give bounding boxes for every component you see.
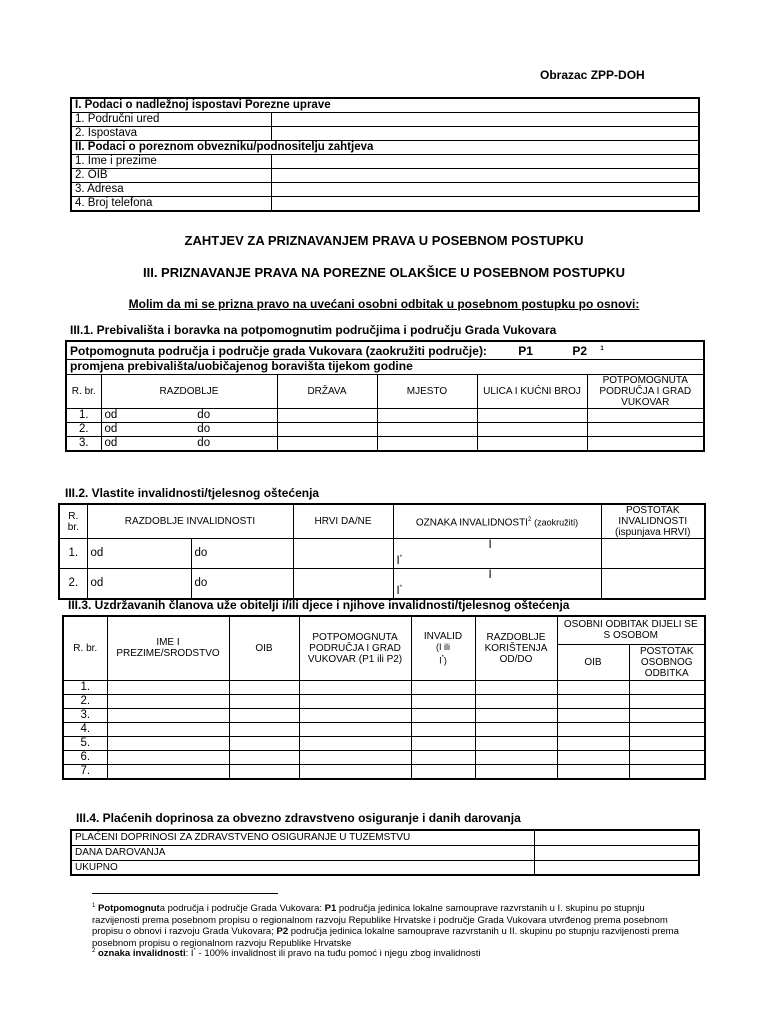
code-i-star-label: I (396, 554, 400, 567)
col-street: ULICA I KUĆNI BROJ (477, 374, 587, 408)
request-line: Molim da mi se prizna pravo na uvećani osobni odbitak u posebnom postupku po osnovi: (128, 297, 640, 311)
total-label: UKUPNO (71, 860, 534, 875)
full-name-field[interactable] (271, 155, 699, 169)
oib-cell[interactable] (229, 694, 299, 708)
contributions-field[interactable] (534, 830, 699, 845)
branch-office-field[interactable] (271, 127, 699, 141)
name-cell[interactable] (107, 680, 229, 694)
percent-cell[interactable] (629, 680, 705, 694)
hrvi-cell[interactable] (293, 568, 393, 598)
percent-cell[interactable] (629, 722, 705, 736)
name-cell[interactable] (107, 750, 229, 764)
taxpayer-office-table (70, 97, 700, 212)
period-cell[interactable] (475, 708, 557, 722)
col-usage-period: RAZDOBLJE KORIŠTENJA OD/DO (475, 616, 557, 680)
section-33-title: III.3. Uzdržavanih članova uže obitelji i/ili djece i njihove invalidnosti/tjelesnog oštećenja (68, 598, 570, 612)
main-title: ZAHTJEV ZA PRIZNAVANJEM PRAVA U POSEBNOM POSTUPKU (184, 233, 584, 248)
row-number: 3. (63, 708, 107, 722)
dependents-table (62, 615, 706, 780)
col-assisted-area: POTPOMOGNUTA PODRUČJA I GRAD VUKOVAR (587, 374, 704, 408)
row-number: 2. (63, 694, 107, 708)
residence-change-row: promjena prebivališta/uobičajenog boravišta tijekom godine (66, 359, 704, 374)
invalid-cell[interactable] (411, 736, 475, 750)
period-cell[interactable] (475, 764, 557, 779)
footnote-1-text-c: područja jedinica lokalne samouprave razvrstanih u II. skupinu po stupnju razvijenosti prema posebnom propisu o regionalnom razvoju Republike Hrvatske (92, 926, 679, 949)
col-shared-oib: OIB (557, 644, 629, 680)
disability-table (58, 503, 706, 600)
area-cell[interactable] (587, 436, 704, 451)
from-label: od (104, 408, 118, 421)
contributions-label: PLAĆENI DOPRINOSI ZA ZDRAVSTVENO OSIGURANJE U TUZEMSTVU (71, 830, 534, 845)
percent-cell[interactable] (629, 708, 705, 722)
percent-cell[interactable] (629, 764, 705, 779)
oib-label: 2. OIB (71, 169, 271, 183)
row-number: 4. (63, 722, 107, 736)
shared-oib-cell[interactable] (557, 694, 629, 708)
from-cell[interactable]: od (87, 539, 191, 569)
period-cell[interactable] (101, 422, 277, 436)
country-cell[interactable] (277, 436, 377, 451)
oib-cell[interactable] (229, 750, 299, 764)
col-rbr: R. br. (63, 616, 107, 680)
col-oib: OIB (229, 616, 299, 680)
name-cell[interactable] (107, 708, 229, 722)
invalid-hint-i: I (439, 654, 442, 665)
row-number: 1. (66, 408, 101, 422)
from-label: od (104, 422, 118, 435)
donations-label: DANA DAROVANJA (71, 845, 534, 860)
code-i-star-label: I (396, 584, 400, 597)
period-cell[interactable] (475, 680, 557, 694)
footnote-1-text-b: područja jedinica lokalne samouprave razvrstanih u I. skupinu po stupnju razvijenosti prema posebnom propisu o regionalnom razvoju Republike Hrvatske i područje Grada Vukovara utvrđenog prema posebnom propisu o obnovi i razvoju Grada Vukovara; (92, 903, 668, 938)
period-cell[interactable] (101, 408, 277, 422)
shared-oib-cell[interactable] (557, 764, 629, 779)
disability-code-cell[interactable] (393, 539, 601, 569)
area-cell[interactable] (299, 722, 411, 736)
footnote-1-term: Potpomognut (97, 903, 160, 915)
shared-oib-cell[interactable] (557, 750, 629, 764)
disability-code-cell[interactable] (393, 568, 601, 598)
oib-field[interactable] (271, 169, 699, 183)
footnote-1-text-a: a područja i područje Grada Vukovara: (159, 903, 325, 915)
row-number: 1. (63, 680, 107, 694)
row-number: 2. (66, 422, 101, 436)
col-invalid (411, 616, 475, 680)
col-period: RAZDOBLJE (101, 374, 277, 408)
row-number: 6. (63, 750, 107, 764)
area-label: Potpomognuta područja i područje grada Vukovara (zaokružiti područje): (70, 343, 487, 358)
col-disability-code (393, 504, 601, 539)
star-mark: * (193, 948, 196, 954)
star-mark: * (399, 555, 403, 561)
section-31-title: III.1. Prebivališta i boravka na potpomognutim područjima i području Grada Vukovara (70, 323, 557, 337)
place-cell[interactable] (377, 422, 477, 436)
name-cell[interactable] (107, 694, 229, 708)
row-number: 2. (59, 568, 87, 598)
place-cell[interactable] (377, 436, 477, 451)
code-i-option[interactable]: I (488, 539, 492, 551)
from-cell[interactable]: od (87, 568, 191, 598)
shared-oib-cell[interactable] (557, 708, 629, 722)
footnote-2-ref: 2 (527, 516, 532, 523)
circle-hint: (zaokružiti) (534, 517, 579, 528)
phone-label: 4. Broj telefona (71, 197, 271, 212)
oib-cell[interactable] (229, 764, 299, 779)
name-cell[interactable] (107, 722, 229, 736)
address-label: 3. Adresa (71, 183, 271, 197)
oib-cell[interactable] (229, 736, 299, 750)
col-rbr: R. br. (59, 504, 87, 539)
footnote-2-term: oznaka invalidnosti (97, 948, 186, 960)
col-name-relation: IME I PREZIME/SRODSTVO (107, 616, 229, 680)
col-shared-deduction: OSOBNI ODBITAK DIJELI SE S OSOBOM (557, 616, 705, 644)
period-cell[interactable] (475, 736, 557, 750)
area-cell[interactable] (587, 422, 704, 436)
invalid-cell[interactable] (411, 722, 475, 736)
invalid-label: INVALID (423, 630, 463, 642)
row-number: 7. (63, 764, 107, 779)
disability-code-label: OZNAKA INVALIDNOSTI (415, 517, 528, 529)
street-cell[interactable] (477, 408, 587, 422)
sub-title: III. PRIZNAVANJE PRAVA NA POREZNE OLAKŠICE U POSEBNOM POSTUPKU (142, 265, 625, 280)
code-i-option[interactable]: I (488, 568, 492, 581)
code-i-star-option[interactable] (397, 555, 403, 567)
place-cell[interactable] (377, 408, 477, 422)
col-deduction-percent: POSTOTAK OSOBNOG ODBITKA (629, 644, 705, 680)
contributions-table (70, 829, 700, 876)
invalid-cell[interactable] (411, 694, 475, 708)
shared-oib-cell[interactable] (557, 680, 629, 694)
from-label: od (104, 436, 118, 449)
address-field[interactable] (271, 183, 699, 197)
to-cell[interactable]: do (191, 539, 293, 569)
area-cell[interactable] (299, 750, 411, 764)
footnote-1 (92, 901, 692, 949)
footnote-2-text-b: - 100% invalidnost ili pravo na tuđu pomoć i njegu zbog invalidnosti (195, 948, 481, 960)
invalid-hint: (I ili (436, 641, 450, 652)
area-cell[interactable] (299, 764, 411, 779)
period-cell[interactable] (101, 436, 277, 451)
phone-field[interactable] (271, 197, 699, 212)
to-label: do (197, 436, 211, 449)
oib-cell[interactable] (229, 722, 299, 736)
name-cell[interactable] (107, 764, 229, 779)
invalid-cell[interactable] (411, 680, 475, 694)
invalid-cell[interactable] (411, 750, 475, 764)
country-cell[interactable] (277, 408, 377, 422)
footnote-2 (92, 946, 692, 960)
percent-cell[interactable] (601, 568, 705, 598)
residence-table (65, 340, 705, 452)
full-name-label: 1. Ime i prezime (71, 155, 271, 169)
invalid-cell[interactable] (411, 708, 475, 722)
regional-office-field[interactable] (271, 113, 699, 127)
col-assisted-area: POTPOMOGNUTA PODRUČJA I GRAD VUKOVAR (P1 ili P2) (299, 616, 411, 680)
taxpayer-section-heading: II. Podaci o poreznom obvezniku/podnositelju zahtjeva (71, 141, 699, 155)
row-number: 1. (59, 539, 87, 569)
period-cell[interactable] (475, 694, 557, 708)
invalid-hint-close: ) (443, 654, 447, 665)
donations-field[interactable] (534, 845, 699, 860)
area-cell[interactable] (299, 680, 411, 694)
shared-oib-cell[interactable] (557, 736, 629, 750)
street-cell[interactable] (477, 436, 587, 451)
star-mark: * (399, 584, 403, 591)
col-country: DRŽAVA (277, 374, 377, 408)
col-disability-period: RAZDOBLJE INVALIDNOSTI (87, 504, 293, 539)
hrvi-cell[interactable] (293, 539, 393, 569)
col-hrvi: HRVI DA/NE (293, 504, 393, 539)
branch-office-label: 2. Ispostava (71, 127, 271, 141)
to-cell[interactable]: do (191, 568, 293, 598)
section-34-title: III.4. Plaćenih doprinosa za obvezno zdravstveno osiguranje i danih darovanja (76, 811, 521, 825)
p2-option[interactable]: P2 (572, 343, 587, 358)
percent-cell[interactable] (629, 736, 705, 750)
invalid-cell[interactable] (411, 764, 475, 779)
period-cell[interactable] (475, 722, 557, 736)
total-field[interactable] (534, 860, 699, 875)
col-rbr: R. br. (66, 374, 101, 408)
footnote-divider (92, 893, 278, 894)
to-label: do (197, 408, 211, 421)
shared-oib-cell[interactable] (557, 722, 629, 736)
to-label: do (197, 422, 211, 435)
percent-cell[interactable] (629, 750, 705, 764)
area-cell[interactable] (299, 694, 411, 708)
country-cell[interactable] (277, 422, 377, 436)
star-mark: * (441, 654, 444, 661)
col-disability-percent: POSTOTAK INVALIDNOSTI (ispunjava HRVI) (601, 504, 705, 539)
oib-cell[interactable] (229, 708, 299, 722)
col-place: MJESTO (377, 374, 477, 408)
area-row (66, 341, 704, 359)
footnote-1-mark: 1 (92, 903, 96, 909)
p1-option[interactable]: P1 (518, 343, 533, 358)
footnote-2-text-a: : I (185, 948, 194, 960)
office-section-heading: I. Podaci o nadležnoj ispostavi Porezne uprave (71, 98, 699, 113)
form-code: Obrazac ZPP-DOH (540, 68, 645, 82)
footnote-2-mark: 2 (92, 948, 96, 954)
name-cell[interactable] (107, 736, 229, 750)
row-number: 3. (66, 436, 101, 451)
footnote-1-p1: P1 (324, 903, 337, 915)
footnote-1-ref: 1 (600, 345, 604, 352)
row-number: 5. (63, 736, 107, 750)
section-32-title: III.2. Vlastite invalidnosti/tjelesnog oštećenja (65, 486, 320, 500)
regional-office-label: 1. Područni ured (71, 113, 271, 127)
street-cell[interactable] (477, 422, 587, 436)
period-cell[interactable] (475, 750, 557, 764)
area-cell[interactable] (587, 408, 704, 422)
footnote-1-p2: P2 (276, 926, 289, 938)
area-cell[interactable] (299, 708, 411, 722)
code-i-star-option[interactable] (397, 585, 403, 597)
oib-cell[interactable] (229, 680, 299, 694)
percent-cell[interactable] (601, 539, 705, 569)
area-cell[interactable] (299, 736, 411, 750)
percent-cell[interactable] (629, 694, 705, 708)
